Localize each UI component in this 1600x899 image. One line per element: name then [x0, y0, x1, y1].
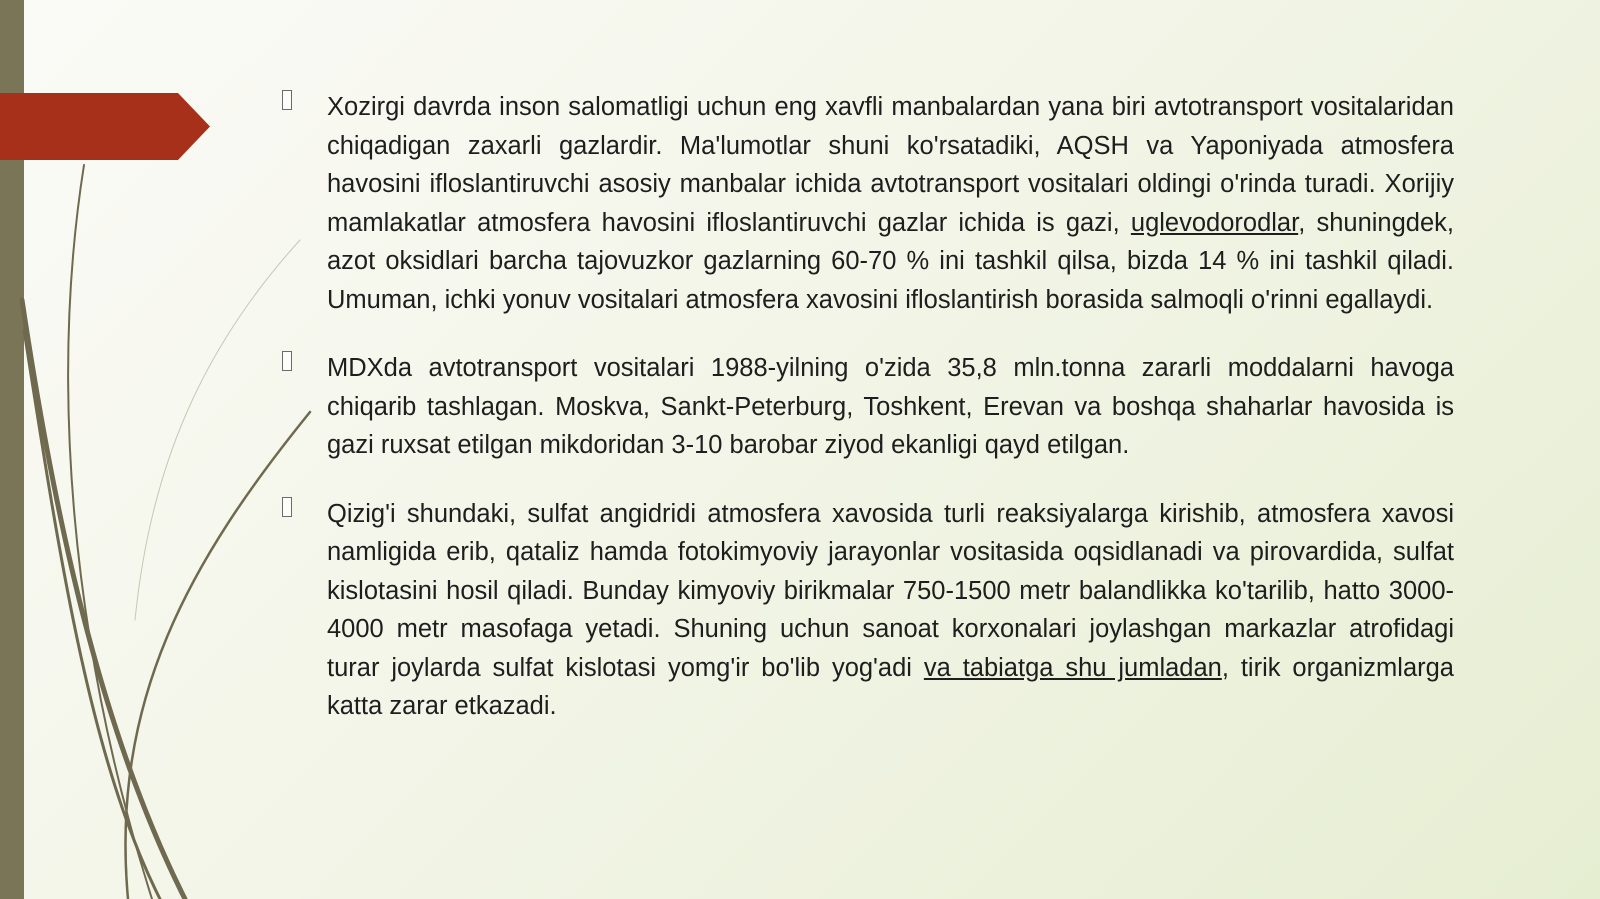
- slide-content: [282, 88, 1454, 756]
- swoosh-decoration: [0, 0, 320, 899]
- paragraph-3: [327, 495, 1454, 726]
- paragraph-3-text-a: Qizig'i shundaki, sulfat angidridi atmosfera xavosida turli reaksiyalarga kirishib, atmosfera xavosi namligida erib, qataliz hamda fotokimyoviy jarayonlar vositasida oqsidlanadi va pirovardida, sulfat kislotasini hosil qiladi. Bunday kimyoviy birikmalar 750-1500 metr balandlikka ko'tarilib, hatto 3000-4000 metr masofaga yetadi. Shuning uchun sanoat korxonalari joylashgan markazlar atrofidagi turar joylarda sulfat kislotasi yomg'ir bo'lib yog'adi: [327, 499, 1454, 682]
- paragraph-3-text-b: , tirik organizmlarga katta zarar etkazadi.: [327, 653, 1454, 720]
- bullet-item-2: [282, 349, 1454, 465]
- bullet-item-1: [282, 88, 1454, 319]
- paragraph-1-text-b: , shuningdek, azot oksidlari barcha tajovuzkor gazlarning 60-70 % ini tashkil qilsa, bizda 14 % ini tashkil qiladi. Umuman, ichki yonuv vositalari atmosfera xavosini ifloslantirish borasida salmoqli o'rinni egallaydi.: [327, 208, 1454, 314]
- link-uglevodorodlar[interactable]: uglevodorodlar: [1130, 208, 1299, 237]
- square-bullet-icon: [282, 497, 292, 517]
- square-bullet-icon: [282, 351, 292, 371]
- bullet-item-3: [282, 495, 1454, 726]
- paragraph-2-text: MDXda avtotransport vositalari 1988-yilning o'zida 35,8 mln.tonna zararli moddalarni havoga chiqarib tashlagan. Moskva, Sankt-Peterburg, Toshkent, Erevan va boshqa shaharlar havosida is gazi ruxsat etilgan mikdoridan 3-10 barobar ziyod ekanligi qayd etilgan.: [327, 354, 1454, 459]
- link-va-tabiatga-shu-jumladan[interactable]: va tabiatga shu jumladan: [923, 653, 1222, 682]
- paragraph-2: [327, 349, 1454, 465]
- paragraph-1: [327, 88, 1454, 319]
- square-bullet-icon: [282, 90, 292, 110]
- paragraph-1-text-a: Xozirgi davrda inson salomatligi uchun eng xavfli manbalardan yana biri avtotransport vositalaridan chiqadigan zaxarli gazlardir. Ma'lumotlar shuni ko'rsatadiki, AQSH va Yaponiyada atmosfera havosini ifloslantiruvchi asosiy manbalar ichida avtotransport vositalari oldingi o'rinda turadi. Xorijiy mamlakatlar atmosfera havosini ifloslantiruvchi gazlar ichida is gazi,: [327, 93, 1454, 237]
